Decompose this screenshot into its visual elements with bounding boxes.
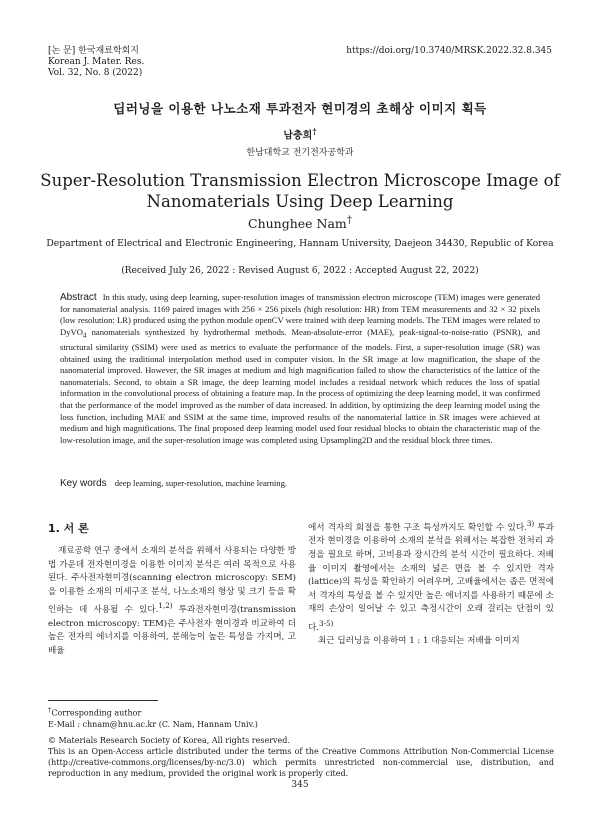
- body-left-text-a: 재료공학 연구 중에서 소재의 분석을 위해서 사용되는 다양한 방법 가운데 전자현미경을 이용한 이미지 분석은 여러 목적으로 사용된다. 주사전자현미경(scanning electron microscopy: SEM)을 이용한 소재의 미세구조 분석, 나노소재의 형상 및 크기 등을 확인하는 데 사용될 수 있다.: [48, 546, 296, 616]
- affiliation-english: Department of Electrical and Electronic Engineering, Hannam University, Daejeon 34430, Republic of Korea: [46, 238, 554, 249]
- section-heading-introduction: 1. 서 론: [48, 522, 89, 535]
- journal-header-en: Korean J. Mater. Res.: [48, 57, 145, 67]
- copyright-notice: © Materials Research Society of Korea, All rights reserved.: [48, 736, 290, 745]
- body-right-text-a: 에서 격자의 회절을 통한 구조 특성까지도 확인할 수 있다.: [308, 522, 527, 533]
- body-column-left: [48, 545, 296, 659]
- citation-ref[interactable]: 3): [526, 519, 535, 528]
- title-english: Super-Resolution Transmission Electron Microscope Image of Nanomaterials Using Deep Learning: [40, 171, 560, 211]
- journal-volume: Vol. 32, No. 8 (2022): [48, 68, 143, 78]
- body-right-text-c: 최근 딥러닝을 이용하여 1 : 1 대응되는 저배율 이미지: [318, 636, 520, 647]
- author-english-name: Chunghee Nam: [248, 216, 347, 232]
- body-right-text-b: 투과 전자 현미경을 이용하여 소재의 분석을 위해서는 복잡한 전처리 과정을 필요로 하며, 고비용과 장시간의 분석 시간이 필요하다. 저배율 이미지 촬영에서는 소재의 넓은 면을 볼 수 있지만 격자(lattice)의 특성을 확인하기 어려우며, 고배율에서는 좁은 면적에서 격자의 특성을 볼 수 있지만 높은 에너지를 사용하기 때문에 소재의 손상이 일어날 수 있고 측정시간이 오래 걸리는 단점이 있다.: [308, 522, 554, 633]
- author-korean: [0, 126, 600, 141]
- citation-ref[interactable]: 3-5): [319, 619, 334, 629]
- footnote-corresponding: [48, 705, 258, 719]
- abstract: [60, 292, 540, 446]
- abstract-label: Abstract: [60, 292, 97, 303]
- author-english-mark: †: [346, 214, 352, 226]
- keywords-label: Key words: [60, 478, 107, 489]
- footnote-corresponding-text: Corresponding author: [51, 708, 142, 718]
- abstract-subscript: 4: [82, 331, 87, 340]
- doi-link[interactable]: https://doi.org/10.3740/MRSK.2022.32.8.345: [346, 46, 552, 56]
- body-column-right: [308, 517, 554, 649]
- abstract-text-a: In this study, using deep learning, super-resolution images of transmission electron microscope (TEM) images were generated for nanomaterial analysis. 1169 paired images with 256 × 256 pixels (high resolution: HR) from TEM measurements and 32 × 32 pixels (low resolution: LR) produced using the python module openCV were trained with deep learning models. The TEM images were related to DyVO: [60, 292, 540, 337]
- author-korean-name: 남충희: [283, 130, 313, 142]
- footnote-mark: †: [48, 706, 52, 714]
- journal-header-kr: [논 문] 한국재료학회지: [48, 46, 139, 56]
- footnote-email: E-Mail : chnam@hnu.ac.kr (C. Nam, Hannam Univ.): [48, 719, 258, 729]
- footnote-divider: [48, 700, 158, 701]
- abstract-text-b: nanomaterials synthesized by hydrothermal methods. Mean-absolute-error (MAE), peak-signal-to-noise-ratio (PSNR), and structural similarity (SSIM) were used as metrics to evaluate the performance of the models. First, a super-resolution image (SR) was obtained using the traditional interpolation method used in computer vision. In the SR image at low magnification, the shape of the nanomaterial improved. However, the SR images at medium and high magnification failed to show the characteristics of the lattice of the nanomaterials. Second, to obtain a SR image, the deep learning model includes a residual network which reduces the loss of spatial information in the convolutional process of obtaining a feature map. In the process of optimizing the deep learning model, it was confirmed that the performance of the model improved as the number of data increased. In addition, by optimizing the deep learning model using the loss function, including MAE and SSIM at the same time, improved results of the nanomaterial lattice in SR images were achieved at medium and high magnifications. The final proposed deep learning model used four residual blocks to obtain the characteristic map of the low-resolution image, and the super-resolution image was completed using Upsampling2D and the residual block three times.: [60, 326, 540, 445]
- keywords-text: deep learning, super-resolution, machine learning.: [114, 478, 288, 488]
- author-mark: †: [312, 126, 317, 136]
- received-dates: (Received July 26, 2022 : Revised August 6, 2022 : Accepted August 22, 2022): [121, 266, 479, 276]
- keywords: [60, 478, 540, 489]
- page-number: 345: [291, 780, 309, 790]
- author-english: [0, 214, 600, 231]
- body-left-text-b: 투과전자현미경(transmission electron microscopy: TEM)은 주사전자 현미경과 비교하여 더 높은 전자의 에너지를 이용하여, 분해능이 높은 특성을 가지며, 고배율: [48, 605, 296, 657]
- title-korean: 딥러닝을 이용한 나노소재 투과전자 현미경의 초해상 이미지 획득: [113, 101, 487, 116]
- license-text: This is an Open-Access article distributed under the terms of the Creative Commons Attribution Non-Commercial License (http://creative-commons.org/licenses/by-nc/3.0) which permits unrestricted non-commercial use, distribution, and reproduction in any medium, provided the original work is properly cited.: [48, 747, 554, 778]
- footnote: [48, 705, 258, 730]
- journal-header: [48, 46, 144, 79]
- affiliation-korean: 한남대학교 전기전자공학과: [246, 148, 354, 158]
- citation-ref[interactable]: 1,2): [158, 601, 173, 611]
- license-block: [48, 735, 554, 779]
